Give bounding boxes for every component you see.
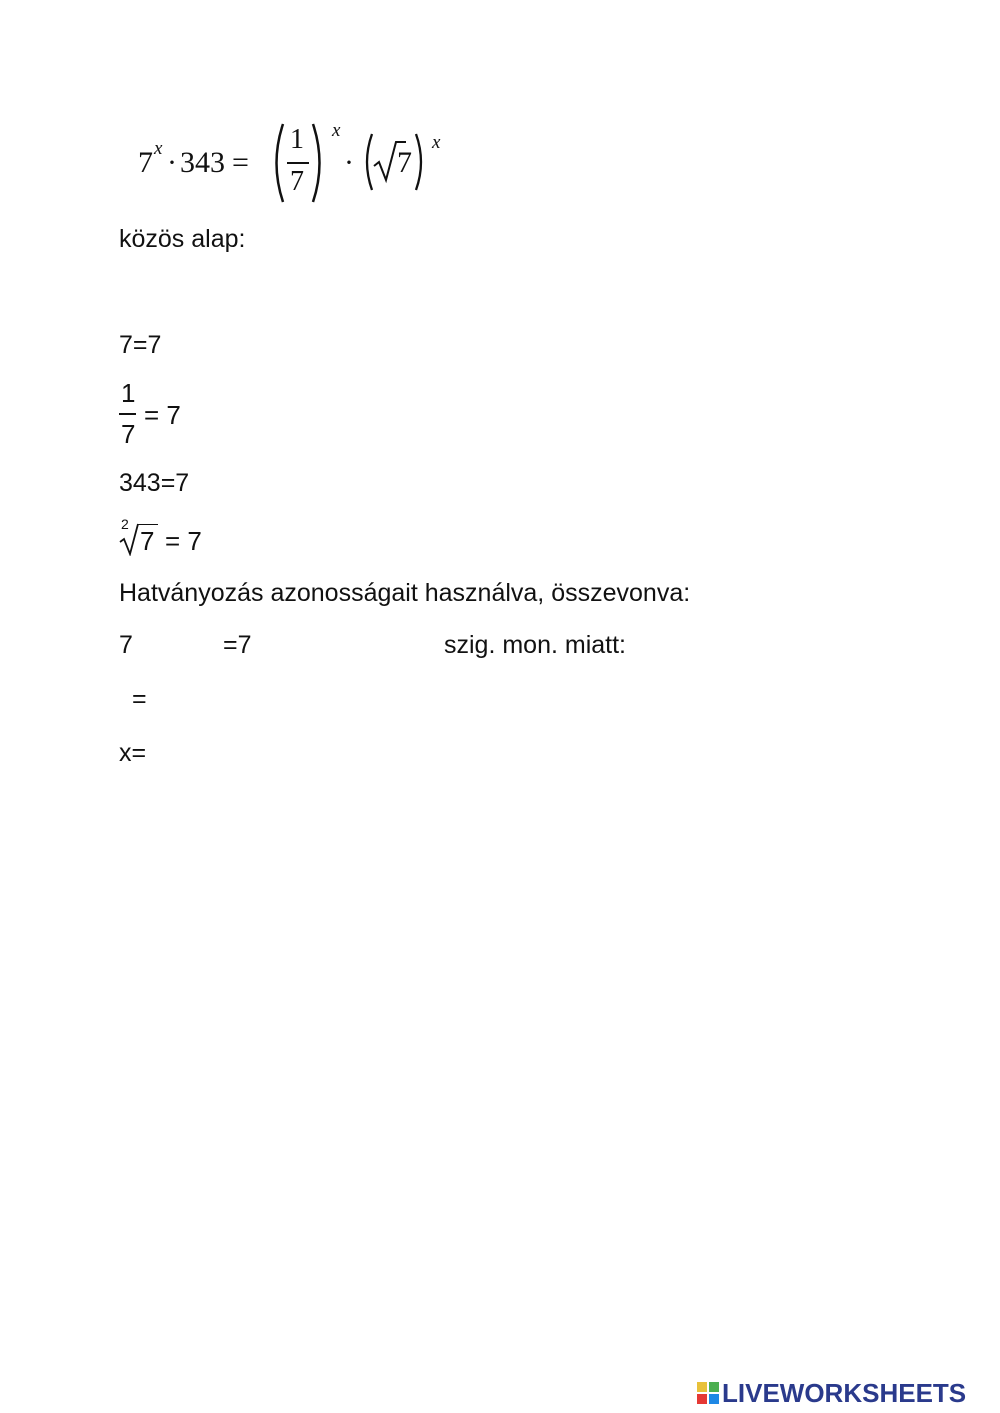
line-root-index: 2 (121, 516, 129, 532)
strict-monotonic-label: szig. mon. miatt: (444, 631, 626, 659)
eq-right-paren-1 (310, 122, 328, 204)
line-343-equals-7: 343=7 (119, 469, 190, 497)
line-fraction-rest: = 7 (144, 400, 181, 430)
line-equals: = (132, 685, 147, 713)
line-combined-mid: =7 (223, 631, 252, 659)
line-7-equals-7: 7=7 (119, 331, 162, 359)
eq-left-paren-1 (268, 122, 286, 204)
line-x-equals: x= (119, 739, 147, 767)
main-equation (138, 118, 458, 213)
eq-frac-bar (287, 162, 309, 164)
logo-text: LIVEWORKSHEETS (722, 1378, 967, 1408)
line-fraction-num: 1 (121, 378, 136, 408)
root-overline (138, 524, 158, 525)
eq-right-paren-2 (414, 132, 428, 192)
identities-label: Hatványozás azonosságait használva, összevonva: (119, 579, 691, 607)
eq-exponent-x3: x (432, 132, 441, 153)
line-root-radicand: 7 (140, 526, 155, 556)
eq-dot-2: · (344, 146, 354, 179)
line-root (119, 516, 259, 560)
line-combined-left: 7 (119, 631, 133, 659)
eq-exponent-x: x (154, 138, 163, 159)
line-fraction-den: 7 (121, 419, 136, 449)
eq-equals: = (232, 146, 249, 179)
eq-root-radicand: 7 (397, 146, 412, 179)
liveworksheets-logo (697, 1378, 997, 1408)
eq-number: 343 (180, 146, 225, 179)
eq-frac-num: 1 (290, 124, 304, 155)
eq-base: 7 (138, 146, 153, 179)
eq-exponent-x2: x (332, 120, 341, 141)
logo-icon (697, 1382, 719, 1404)
common-base-label: közös alap: (119, 225, 246, 253)
root-icon (119, 522, 139, 556)
line-fraction (119, 378, 239, 454)
eq-dot: · (167, 146, 177, 179)
line-root-rest: = 7 (165, 526, 202, 556)
eq-frac-den: 7 (290, 166, 304, 197)
line-fraction-bar (119, 413, 136, 415)
